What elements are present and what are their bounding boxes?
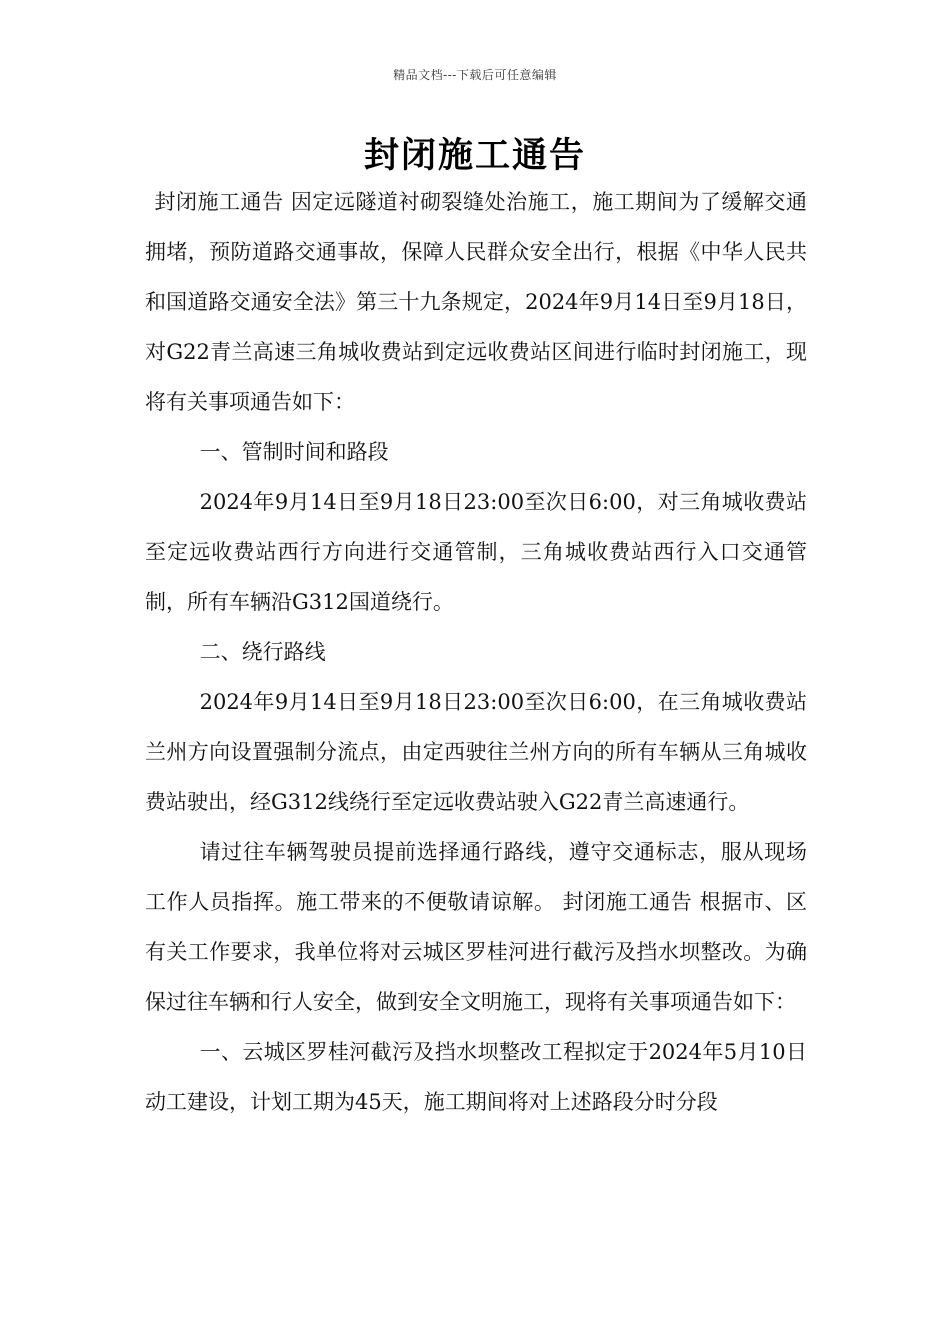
document-title: 封闭施工通告 bbox=[363, 136, 586, 176]
section-heading-detour: 二、绕行路线 bbox=[199, 640, 326, 664]
document-body bbox=[145, 177, 807, 1127]
section-heading-control-time: 一、管制时间和路段 bbox=[199, 440, 389, 464]
paragraph-detour-details: 2024年9月14日至9月18日23:00至次日6:00，在三角城收费站兰州方向设置强制分流点，由定西驶往兰州方向的所有车辆从三角城收费站驶出，经G312线绕行至定远收费站驶入G22青兰高速通行。 bbox=[145, 690, 807, 814]
paragraph-project-schedule: 一、云城区罗桂河截污及挡水坝整改工程拟定于2024年5月10日动工建设，计划工期为45天，施工期间将对上述路段分时分段 bbox=[145, 1040, 807, 1114]
paragraph-intro: 封闭施工通告 因定远隧道衬砌裂缝处治施工，施工期间为了缓解交通拥堵，预防道路交通事故，保障人民群众安全出行，根据《中华人民共和国道路交通安全法》第三十九条规定，2024年9月14日至9月18日，对G22青兰高速三角城收费站到定远收费站区间进行临时封闭施工，现将有关事项通告如下： bbox=[145, 190, 807, 414]
paragraph-notice-second: 请过往车辆驾驶员提前选择通行路线，遵守交通标志，服从现场工作人员指挥。施工带来的不便敬请谅解。 封闭施工通告 根据市、区有关工作要求，我单位将对云城区罗桂河进行截污及挡水坝整改。为确保过往车辆和行人安全，做到安全文明施工，现将有关事项通告如下： bbox=[145, 840, 807, 1014]
header-note: 精品文档---下载后可任意编辑 bbox=[393, 68, 557, 82]
paragraph-control-details: 2024年9月14日至9月18日23:00至次日6:00，对三角城收费站至定远收费站西行方向进行交通管制，三角城收费站西行入口交通管制，所有车辆沿G312国道绕行。 bbox=[145, 490, 807, 614]
